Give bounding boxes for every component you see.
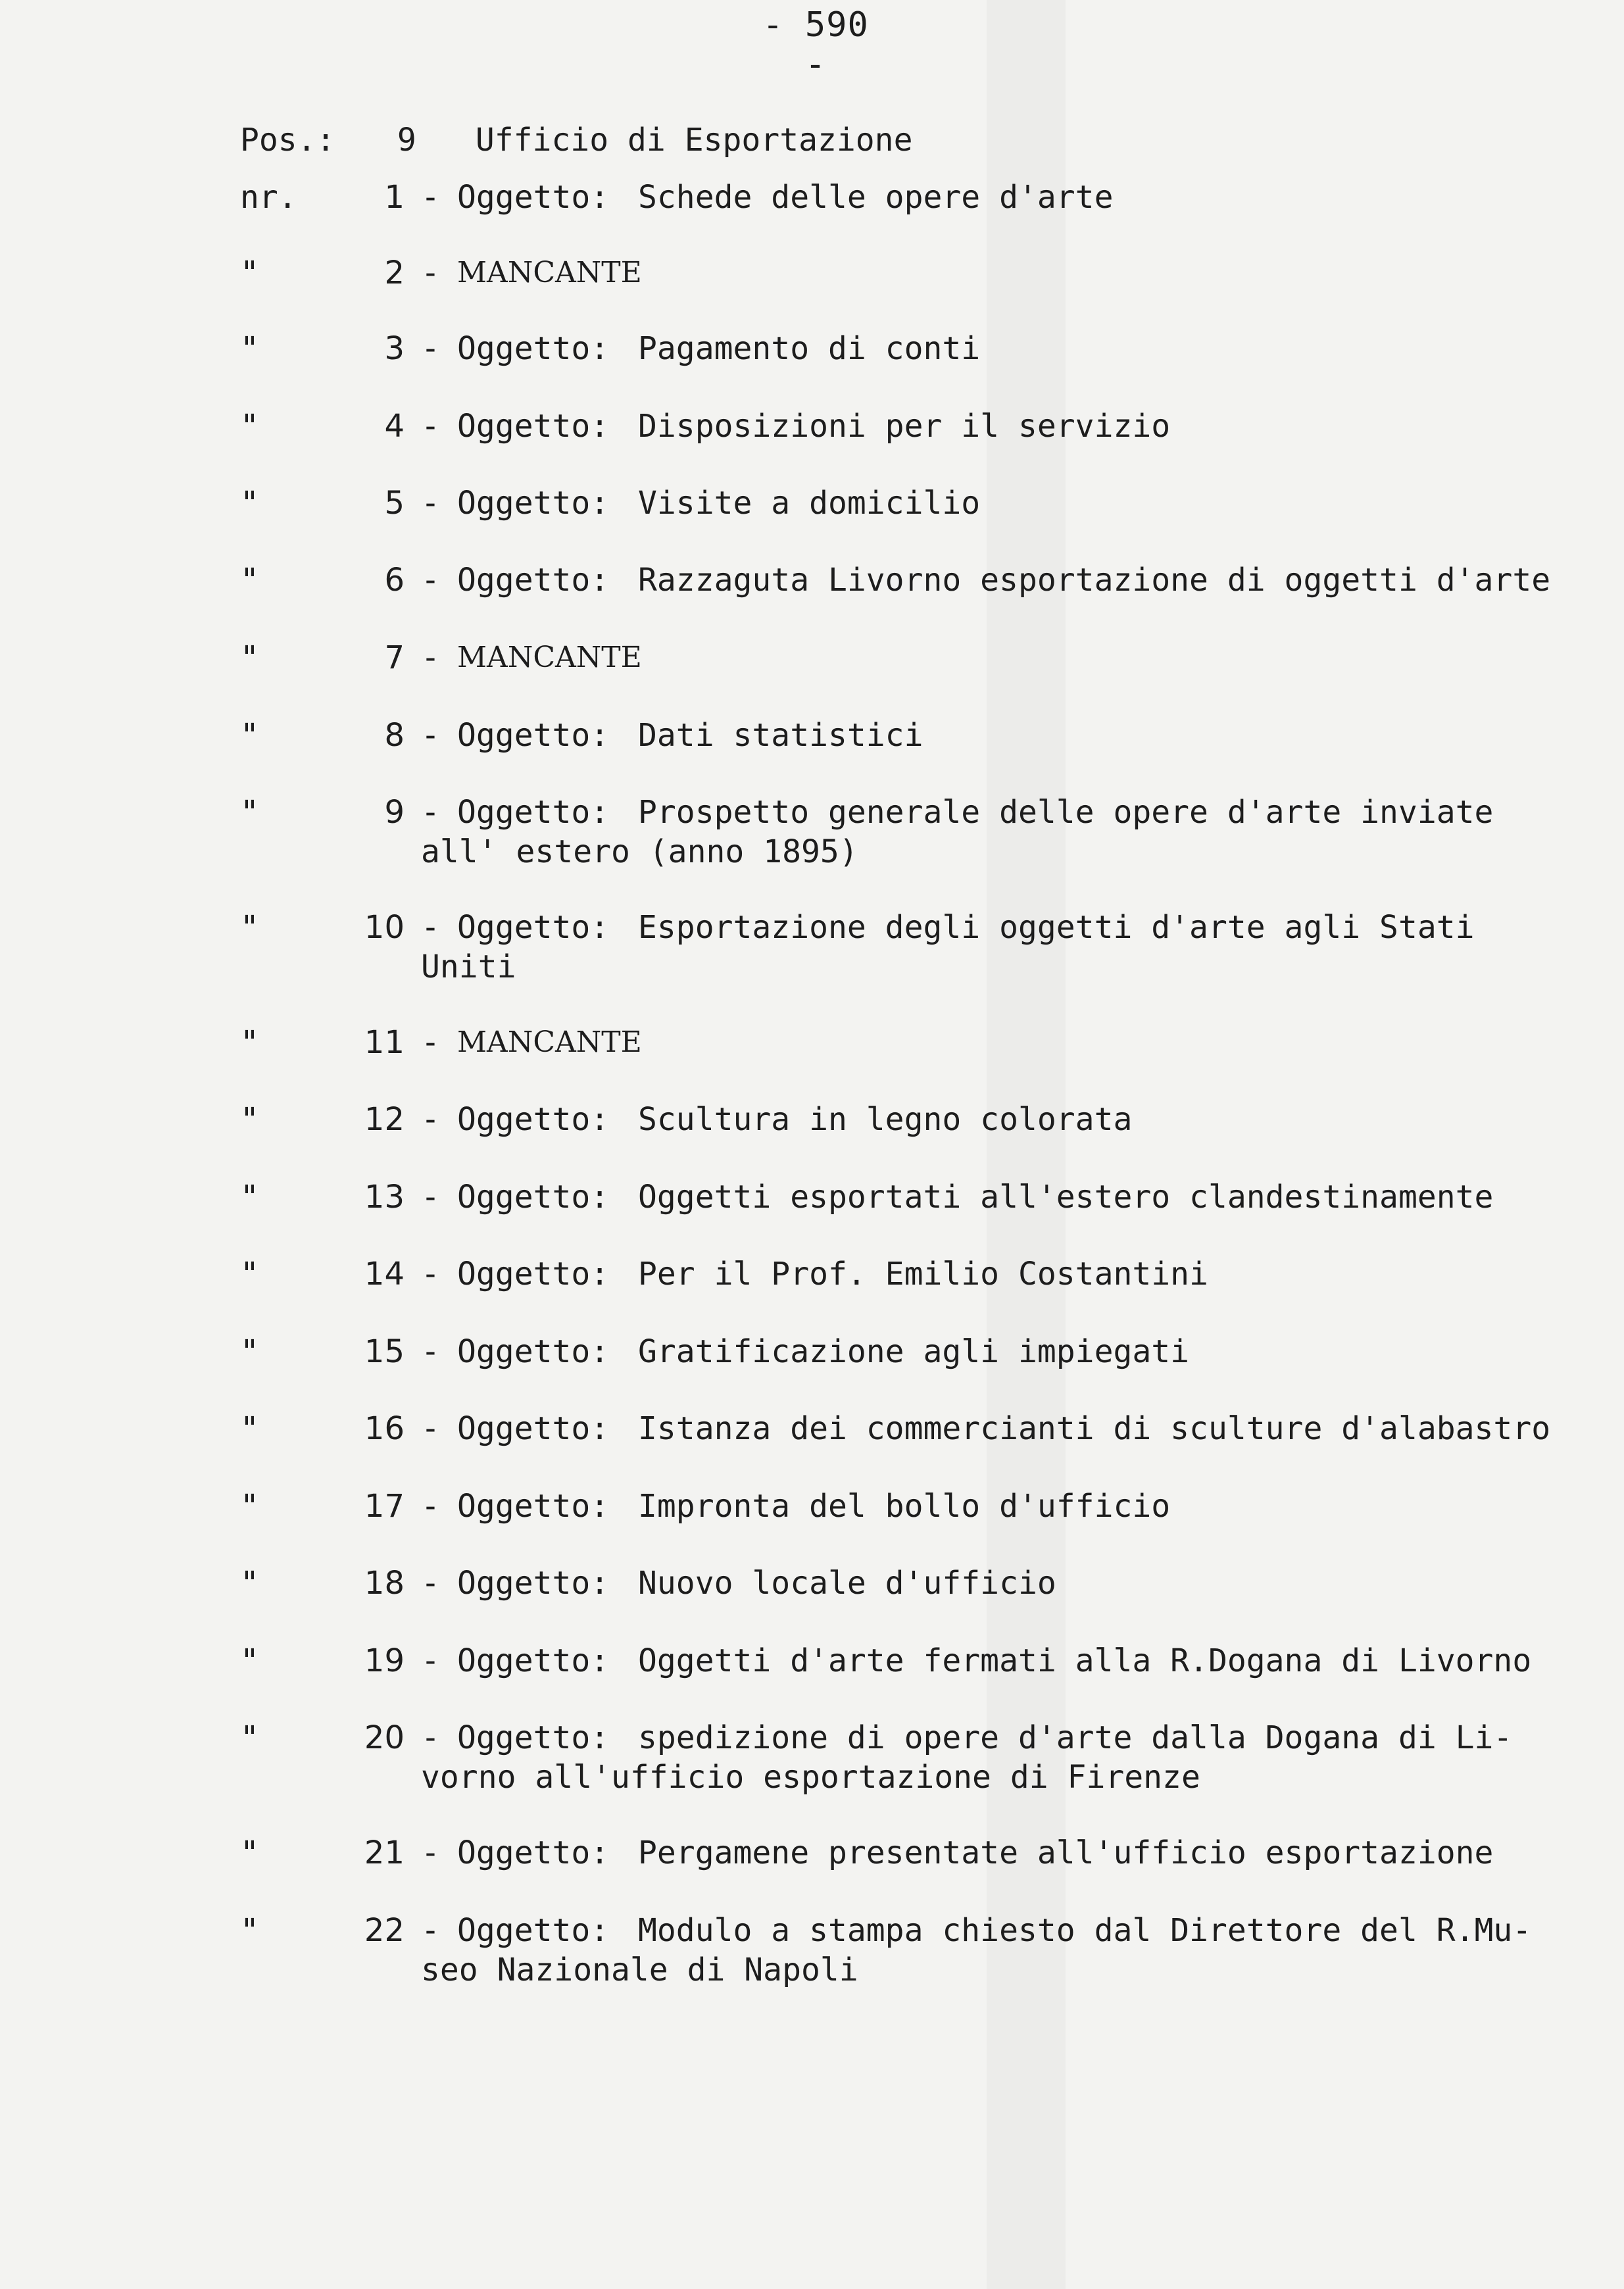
entry-number: 18 — [364, 1565, 405, 1602]
entry-number: 14 — [364, 1256, 405, 1292]
pos-label: Pos.: — [240, 122, 335, 159]
entry-label: Oggetto: — [457, 1256, 610, 1292]
entry-dash: - — [421, 1719, 440, 1756]
entry-label: Oggetto: — [457, 485, 610, 522]
pos-number: 9 — [397, 122, 416, 159]
entry-prefix: " — [240, 1333, 259, 1370]
entry-missing: MANCANTE — [457, 1025, 642, 1059]
position-header — [240, 122, 912, 159]
entry-number: 8 — [384, 717, 405, 754]
entry-label: Oggetto: — [457, 1642, 610, 1679]
entry-label: Oggetto: — [457, 179, 610, 216]
entry-number: 12 — [364, 1101, 405, 1138]
entry-label: Oggetto: — [457, 1488, 610, 1525]
entry-number: 19 — [364, 1642, 405, 1679]
entry-prefix: " — [240, 717, 259, 754]
entry-prefix: " — [240, 1488, 259, 1525]
entry-number: 6 — [384, 562, 405, 599]
entry-dash: - — [421, 1024, 440, 1061]
entry-label: Oggetto: — [457, 1565, 610, 1602]
entry-prefix: " — [240, 408, 259, 445]
entry-subject: Oggetti esportati all'estero clandestinamente — [638, 1179, 1494, 1216]
entry-number: 13 — [364, 1179, 405, 1216]
entry-dash: - — [421, 1101, 440, 1138]
entry-subject: Gratificazione agli impiegati — [638, 1333, 1190, 1370]
entry-subject: Per il Prof. Emilio Costantini — [638, 1256, 1208, 1292]
entry-label: Oggetto: — [457, 1101, 610, 1138]
entry-subject: Modulo a stampa chiesto dal Direttore del R.Mu- — [638, 1912, 1532, 1949]
entry-prefix: " — [240, 1101, 259, 1138]
entry-prefix: " — [240, 485, 259, 522]
entry-dash: - — [421, 179, 440, 216]
entry-subject: Istanza dei commercianti di sculture d'alabastro — [638, 1410, 1551, 1447]
entry-label: Oggetto: — [457, 1333, 610, 1370]
entry-dash: - — [421, 909, 440, 946]
entry-dash: - — [421, 255, 440, 291]
entry-prefix: " — [240, 1834, 259, 1871]
entry-label: Oggetto: — [457, 1410, 610, 1447]
entry-dash: - — [421, 1642, 440, 1679]
entry-dash: - — [421, 562, 440, 599]
entry-number: 10 — [364, 909, 405, 946]
entry-number: 4 — [384, 408, 405, 445]
entry-number: 16 — [364, 1410, 405, 1447]
entry-prefix: " — [240, 794, 259, 831]
entry-dash: - — [421, 1834, 440, 1871]
entry-dash: - — [421, 794, 440, 831]
entry-dash: - — [421, 1333, 440, 1370]
entry-subject: spedizione di opere d'arte dalla Dogana di Li- — [638, 1719, 1513, 1756]
entry-label: Oggetto: — [457, 562, 610, 599]
entry-prefix: " — [240, 562, 259, 599]
entry-subject: Pagamento di conti — [638, 330, 981, 367]
entry-prefix: " — [240, 909, 259, 946]
entry-number: 2 — [384, 255, 405, 291]
entry-subject: Razzaguta Livorno esportazione di oggetti d'arte — [638, 562, 1551, 599]
entry-label: Oggetto: — [457, 1719, 610, 1756]
entry-subject: Visite a domicilio — [638, 485, 981, 522]
entry-prefix: " — [240, 1256, 259, 1292]
entry-subject: Esportazione degli oggetti d'arte agli Stati — [638, 909, 1475, 946]
entry-label: Oggetto: — [457, 408, 610, 445]
entry-dash: - — [421, 1179, 440, 1216]
entry-prefix: " — [240, 1179, 259, 1216]
entry-number: 5 — [384, 485, 405, 522]
entry-missing: MANCANTE — [457, 256, 642, 289]
entry-subject: Oggetti d'arte fermati alla R.Dogana di Livorno — [638, 1642, 1532, 1679]
entry-prefix: " — [240, 330, 259, 367]
entry-subject: Prospetto generale delle opere d'arte inviate — [638, 794, 1494, 831]
entry-subject: Scultura in legno colorata — [638, 1101, 1133, 1138]
entry-dash: - — [421, 717, 440, 754]
entry-subject: Disposizioni per il servizio — [638, 408, 1171, 445]
entry-number: 22 — [364, 1912, 405, 1949]
entry-label: Oggetto: — [457, 1834, 610, 1871]
entry-number: 20 — [364, 1719, 405, 1756]
entry-number: 1 — [384, 179, 405, 216]
entry-number: 17 — [364, 1488, 405, 1525]
entry-dash: - — [421, 1912, 440, 1949]
entry-label: Oggetto: — [457, 909, 610, 946]
entry-prefix: " — [240, 639, 259, 676]
page-number: - 590 - — [762, 5, 869, 84]
section-title: Ufficio di Esportazione — [475, 122, 913, 159]
entry-label: Oggetto: — [457, 1912, 610, 1949]
entry-prefix: " — [240, 1719, 259, 1756]
entry-number: 21 — [364, 1834, 405, 1871]
entry-label: Oggetto: — [457, 1179, 610, 1216]
entry-continuation: vorno all'ufficio esportazione di Firenze — [421, 1759, 1200, 1796]
entry-continuation: Uniti — [421, 948, 516, 985]
entry-number: 9 — [384, 794, 405, 831]
entry-prefix: " — [240, 1024, 259, 1061]
entry-label: Oggetto: — [457, 330, 610, 367]
entry-subject: Schede delle opere d'arte — [638, 179, 1114, 216]
entry-number: 3 — [384, 330, 405, 367]
entry-dash: - — [421, 639, 440, 676]
entry-prefix: " — [240, 255, 259, 291]
entry-dash: - — [421, 330, 440, 367]
entry-dash: - — [421, 1488, 440, 1525]
entry-prefix: " — [240, 1912, 259, 1949]
entry-label: Oggetto: — [457, 794, 610, 831]
entry-subject: Nuovo locale d'ufficio — [638, 1565, 1056, 1602]
entry-prefix: nr. — [240, 179, 297, 216]
entry-prefix: " — [240, 1565, 259, 1602]
entry-number: 15 — [364, 1333, 405, 1370]
entry-subject: Dati statistici — [638, 717, 923, 754]
entry-label: Oggetto: — [457, 717, 610, 754]
entry-number: 7 — [384, 639, 405, 676]
entry-dash: - — [421, 1256, 440, 1292]
entry-dash: - — [421, 1410, 440, 1447]
entry-prefix: " — [240, 1410, 259, 1447]
entry-continuation: all' estero (anno 1895) — [421, 833, 858, 870]
entry-dash: - — [421, 1565, 440, 1602]
entry-subject: Impronta del bollo d'ufficio — [638, 1488, 1171, 1525]
entry-subject: Pergamene presentate all'ufficio esportazione — [638, 1834, 1494, 1871]
entry-number: 11 — [364, 1024, 405, 1061]
entry-continuation: seo Nazionale di Napoli — [421, 1952, 858, 1988]
entry-dash: - — [421, 408, 440, 445]
entry-missing: MANCANTE — [457, 641, 642, 674]
entry-prefix: " — [240, 1642, 259, 1679]
entry-dash: - — [421, 485, 440, 522]
